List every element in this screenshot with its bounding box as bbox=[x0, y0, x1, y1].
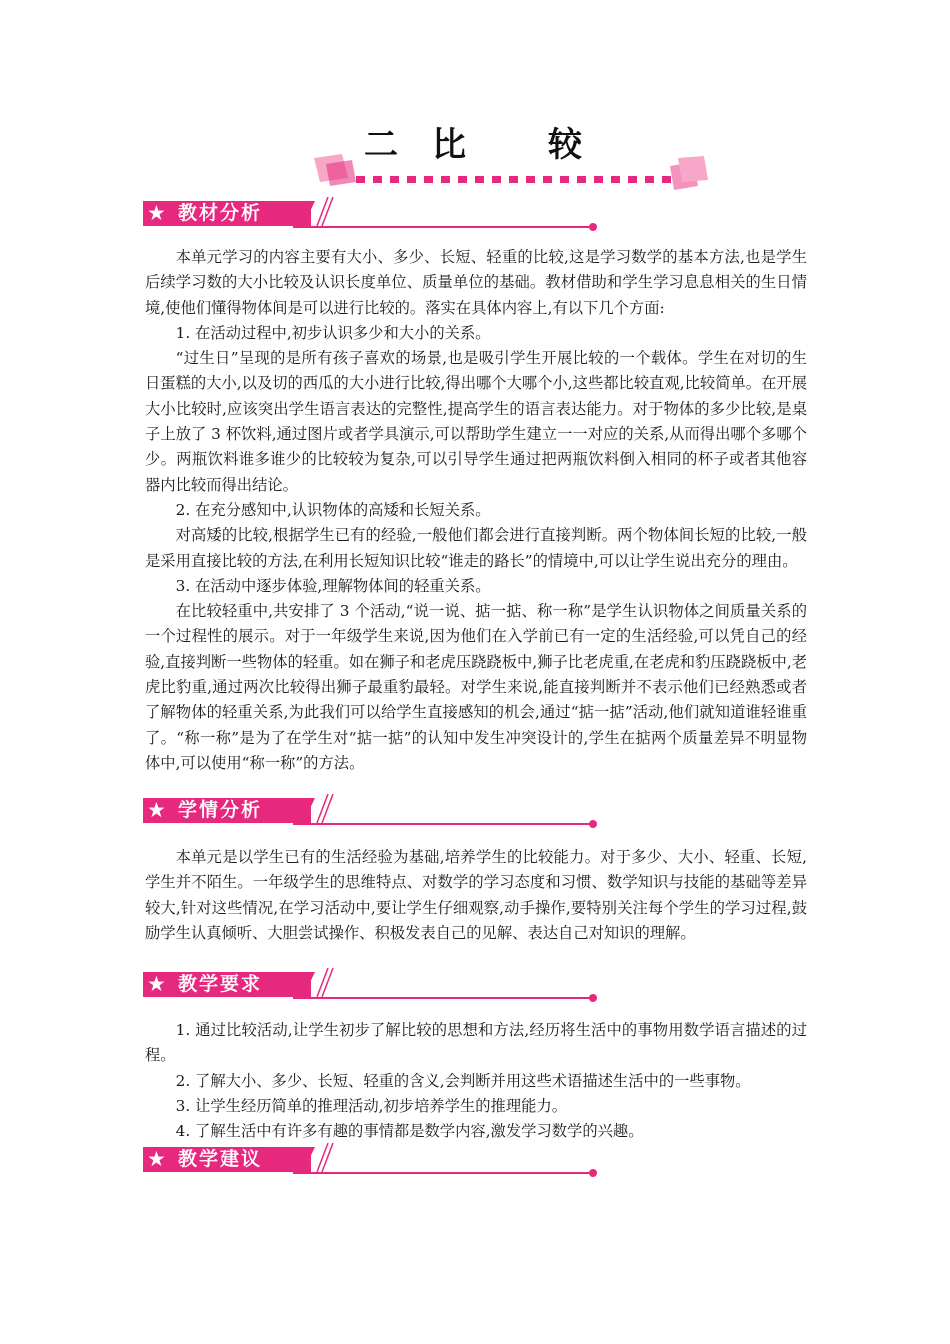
section-header bbox=[143, 195, 463, 229]
chapter-number: 二 bbox=[364, 125, 398, 165]
paragraph: 在比较轻重中,共安排了 3 个活动,“说一说、掂一掂、称一称”是学生认识物体之间质量关系的一个过程性的展示。对于一年级学生来说,因为他们在入学前已有一定的生活经验,可以凭自己的经验,直接判断一些物体的轻重。如在狮子和老虎压跷跷板中,狮子比老虎重,在老虎和豹压跷跷板中,老虎比豹重,通过两次比较得出狮子最重豹最轻。对学生来说,能直接判断并不表示他们已经熟悉或者了解物体的轻重关系,为此我们可以给学生直接感知的机会,通过“掂一掂”活动,他们就知道谁轻谁重了。“称一称”是为了在学生对“掂一掂”的认知中发生冲突设计的,学生在掂两个质量差异不明显物体中,可以使用“称一称”的方法。 bbox=[145, 602, 807, 772]
paragraph: “过生日”呈现的是所有孩子喜欢的场景,也是吸引学生开展比较的一个载体。学生在对切的生日蛋糕的大小,以及切的西瓜的大小进行比较,得出哪个大哪个小,这些都比较直观,比较简单。在开展大小比较时,应该突出学生语言表达的完整性,提高学生的语言表达能力。对于物体的多少比较,是桌子上放了 3 杯饮料,通过图片或者学具演示,可以帮助学生建立一一对应的关系,从而得出哪个多哪个少。两瓶饮料谁多谁少的比较较为复杂,可以引导学生通过把两瓶饮料倒入相同的杯子或者其他容器内比较而得出结论。 bbox=[145, 349, 807, 494]
section-heading: 教学建议 bbox=[178, 1148, 263, 1170]
title-decoration bbox=[312, 152, 712, 196]
section-body bbox=[145, 245, 807, 776]
section-heading: 教材分析 bbox=[178, 202, 263, 224]
paragraph: 本单元是以学生已有的生活经验为基础,培养学生的比较能力。对于多少、大小、轻重、长短,学生并不陌生。一年级学生的思维特点、对数学的学习态度和习惯、数学知识与技能的基础等差异较大,针对这些情况,在学习活动中,要让学生仔细观察,动手操作,要特别关注每个学生的学习过程,鼓励学生认真倾听、大胆尝试操作、积极发表自己的见解、表达自己对知识的理解。 bbox=[145, 848, 807, 942]
numbered-point: 3. 在活动中逐步体验,理解物体间的轻重关系。 bbox=[175, 576, 491, 595]
star-icon: ★ bbox=[147, 201, 166, 225]
section-heading: 教学要求 bbox=[178, 973, 263, 995]
section-header bbox=[143, 1141, 463, 1175]
chapter-title-char: 较 bbox=[548, 125, 582, 165]
numbered-point: 1. 在活动过程中,初步认识多少和大小的关系。 bbox=[175, 323, 491, 342]
star-icon: ★ bbox=[147, 1147, 166, 1171]
section-body bbox=[145, 1018, 807, 1144]
section-header bbox=[143, 792, 463, 826]
paragraph: 对高矮的比较,根据学生已有的经验,一般他们都会进行直接判断。两个物体间长短的比较,一般是采用直接比较的方法,在利用长短知识比较“谁走的路长”的情境中,可以让学生说出充分的理由。 bbox=[145, 526, 807, 570]
numbered-point: 2. 了解大小、多少、长短、轻重的含义,会判断并用这些术语描述生活中的一些事物。 bbox=[175, 1071, 751, 1090]
numbered-point: 3. 让学生经历简单的推理活动,初步培养学生的推理能力。 bbox=[175, 1096, 568, 1115]
numbered-point: 2. 在充分感知中,认识物体的高矮和长短关系。 bbox=[175, 500, 491, 519]
section-heading: 学情分析 bbox=[178, 799, 263, 821]
chapter-title-char: 比 bbox=[432, 125, 466, 165]
numbered-point: 4. 了解生活中有许多有趣的事情都是数学内容,激发学习数学的兴趣。 bbox=[175, 1122, 644, 1141]
paragraph: 本单元学习的内容主要有大小、多少、长短、轻重的比较,这是学习数学的基本方法,也是学生后续学习数的大小比较及认识长度单位、质量单位的基础。教材借助和学生学习息息相关的生日情境,使他们懂得物体间是可以进行比较的。落实在具体内容上,有以下几个方面: bbox=[145, 248, 807, 317]
star-icon: ★ bbox=[147, 972, 166, 996]
star-icon: ★ bbox=[147, 798, 166, 822]
section-header bbox=[143, 966, 463, 1000]
section-body bbox=[145, 845, 807, 946]
numbered-point: 1. 通过比较活动,让学生初步了解比较的思想和方法,经历将生活中的事物用数学语言描述的过程。 bbox=[145, 1021, 807, 1065]
